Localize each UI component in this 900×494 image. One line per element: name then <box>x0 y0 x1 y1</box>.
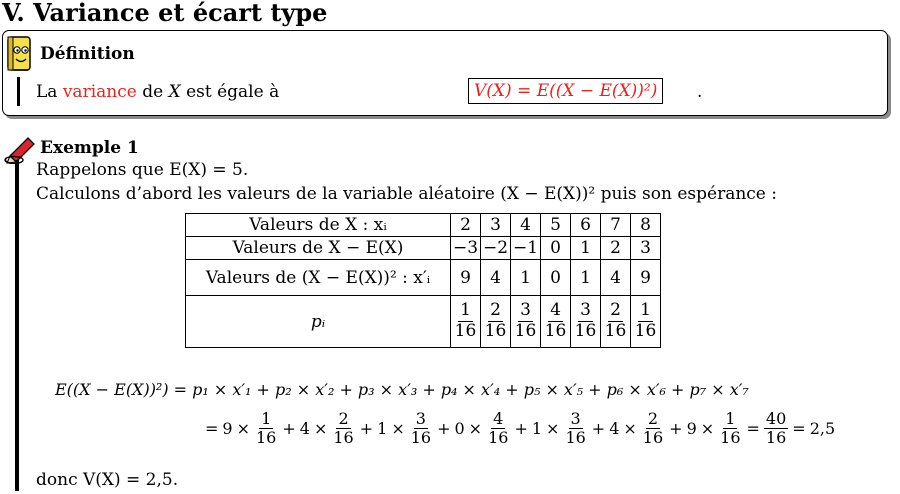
example-label: Exemple 1 <box>40 138 139 158</box>
pencil-icon <box>4 134 38 164</box>
row-label-probability: pᵢ <box>186 296 451 348</box>
cell: 8 <box>631 214 661 237</box>
cell: 0 <box>541 260 571 296</box>
cell: 6 <box>571 214 601 237</box>
cell: −2 <box>481 237 511 260</box>
cell: −3 <box>451 237 481 260</box>
keyword-variance: variance <box>62 82 137 102</box>
cell: 5 <box>541 214 571 237</box>
conclusion: donc V(X) = 2,5. <box>36 470 179 490</box>
section-title <box>2 0 327 27</box>
fraction: $\frac{2}{16}$ <box>484 300 507 341</box>
cell: 4 <box>601 260 631 296</box>
fraction: $\frac{1}{16}$ <box>634 300 657 341</box>
cell: 9 <box>631 260 661 296</box>
row-label-x: Valeurs de X : xᵢ <box>186 214 451 237</box>
definition-box <box>2 30 888 116</box>
example-line-2: Calculons d’abord les valeurs de la variable aléatoire (X − E(X))² puis son espérance : <box>36 184 777 204</box>
cell: 1 <box>571 260 601 296</box>
def-text-before: La <box>36 82 63 102</box>
row-label-squared: Valeurs de (X − E(X))² : x′ᵢ <box>186 260 451 296</box>
fraction: $\frac{3}{16}$ <box>574 300 597 341</box>
section-number: V. <box>2 0 25 27</box>
cell: 3 <box>481 214 511 237</box>
fraction: $\frac{4}{16}$ <box>544 300 567 341</box>
table-row <box>186 260 661 296</box>
definition-rule <box>17 77 20 106</box>
fraction: $\frac{3}{16}$ <box>514 300 537 341</box>
def-var: X <box>168 82 181 102</box>
row-label-deviation: Valeurs de X − E(X) <box>186 237 451 260</box>
fraction: $\frac{1}{16}$ <box>454 300 477 341</box>
cell: 1 <box>511 260 541 296</box>
def-text-after: est égale à <box>180 82 280 102</box>
cell: 4 <box>481 260 511 296</box>
fraction: $\frac{2}{16}$ <box>604 300 627 341</box>
cell: 4 <box>511 214 541 237</box>
equation-line-2: = 9 × $\frac{1}{16}$ + 4 × $\frac{2}{16}$ + 1 × $\frac{3}{16}$ + 0 × $\frac{4}{16}$ + 1 × $\frac{3}{16}$ + 4 × $\frac{2}{16}$ + 9 × $\frac{1}{16}$ = $\frac{40}{16}$ = 2,5 <box>205 409 836 448</box>
example-rule <box>15 160 19 491</box>
cell: 3 <box>631 237 661 260</box>
section-title-text: Variance et écart type <box>33 0 328 27</box>
table-row <box>186 214 661 237</box>
example-line-1: Rappelons que E(X) = 5. <box>36 160 249 180</box>
definition-label: Définition <box>40 44 135 64</box>
cell: 7 <box>601 214 631 237</box>
table-row <box>186 237 661 260</box>
values-table <box>185 213 661 348</box>
variance-formula: V(X) = E((X − E(X))²) <box>474 81 658 101</box>
definition-text <box>36 82 279 102</box>
variance-formula-box <box>468 78 663 104</box>
cell: 2 <box>451 214 481 237</box>
cell: 1 <box>571 237 601 260</box>
cell: 9 <box>451 260 481 296</box>
cell: 0 <box>541 237 571 260</box>
cell: 2 <box>601 237 631 260</box>
book-icon <box>4 34 34 74</box>
def-text-mid: de <box>136 82 169 102</box>
formula-period: . <box>697 82 703 102</box>
table-row <box>186 296 661 348</box>
cell: −1 <box>511 237 541 260</box>
equation-line-1: E((X − E(X))²) = p₁ × x′₁ + p₂ × x′₂ + p₃ × x′₃ + p₄ × x′₄ + p₅ × x′₅ + p₆ × x′₆ + p₇ × x′₇ <box>55 380 749 399</box>
